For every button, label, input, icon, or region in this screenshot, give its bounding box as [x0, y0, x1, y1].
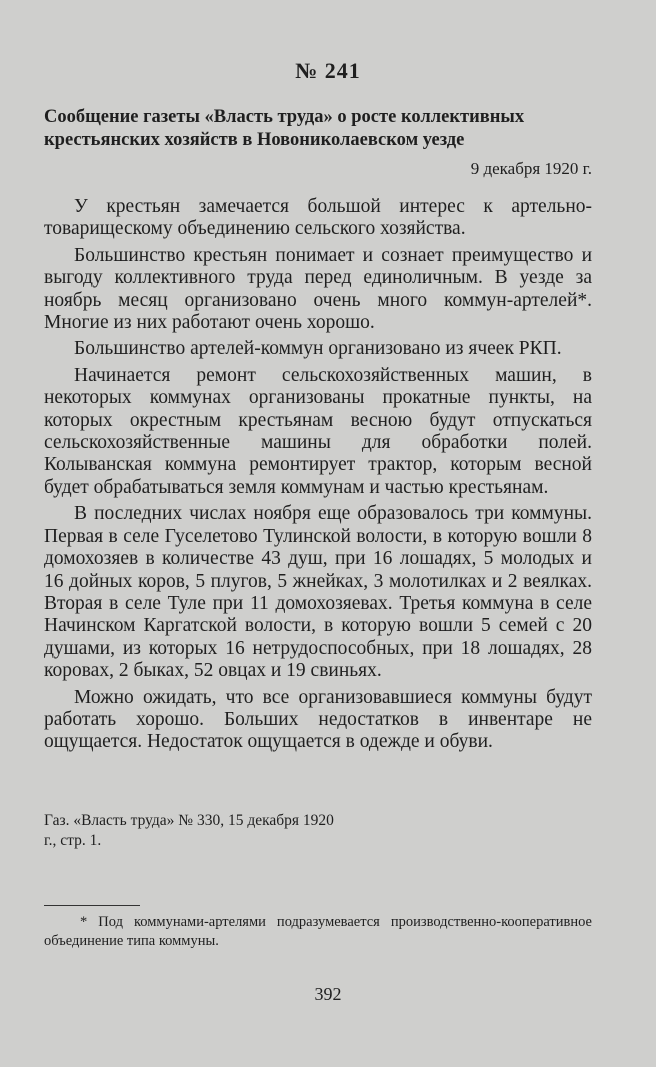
paragraph: Можно ожидать, что все организовавшиеся коммуны будут работать хорошо. Больших недостатков в инвентаре не ощущается. Недостаток ощущается в одежде и обуви.: [44, 686, 592, 753]
footnote-divider: [44, 905, 140, 906]
document-number: № 241: [295, 58, 361, 83]
footnote: * Под коммунами-артелями подразумевается производственно-кооперативное объединение типа коммуны.: [44, 914, 592, 949]
document-title: Сообщение газеты «Власть труда» о росте коллективных крестьянских хозяйств в Новониколаевском уезде: [44, 107, 525, 150]
paragraph: Большинство крестьян понимает и сознает преимущество и выгоду коллективного труда перед единоличным. В уезде за ноябрь месяц организовано очень много коммун-артелей*. Многие из них работают очень хорошо.: [44, 244, 592, 334]
document-body: [44, 196, 592, 758]
document-date: 9 декабря 1920 г.: [470, 159, 592, 178]
paragraph: В последних числах ноября еще образовалось три коммуны. Первая в селе Гуселетово Тулинской волости, в которую вошли 8 домохозяев в количестве 43 душ, при 16 лошадях, 5 молодых и 16 дойных коров, 5 плугов, 5 жнейках, 3 молотилках и 2 веялках. Вторая в селе Туле при 11 домохозяевах. Третья коммуна в селе Начинском Каргатской волости, в которую вошли 5 семей с 20 душами, из которых 16 нетрудоспособных, при 18 лошадях, 28 коровах, 2 быках, 52 овцах и 19 свиньях.: [44, 503, 592, 682]
source-citation: Газ. «Власть труда» № 330, 15 декабря 1920 г., стр. 1.: [44, 812, 334, 849]
page-number: 392: [314, 984, 342, 1004]
paragraph: Большинство артелей-коммун организовано из ячеек РКП.: [74, 338, 562, 360]
paragraph: У крестьян замечается большой интерес к артельно-товарищескому объединению сельского хозяйства.: [44, 196, 592, 240]
paragraph: Начинается ремонт сельскохозяйственных машин, в некоторых коммунах организованы прокатные пункты, на которых окрестным крестьянам весною будут отпускаться сельскохозяйственные машины для обработки полей. Колыванская коммуна ремонтирует трактор, которым весной будет обрабатываться земля коммунам и частью крестьянам.: [44, 364, 592, 498]
